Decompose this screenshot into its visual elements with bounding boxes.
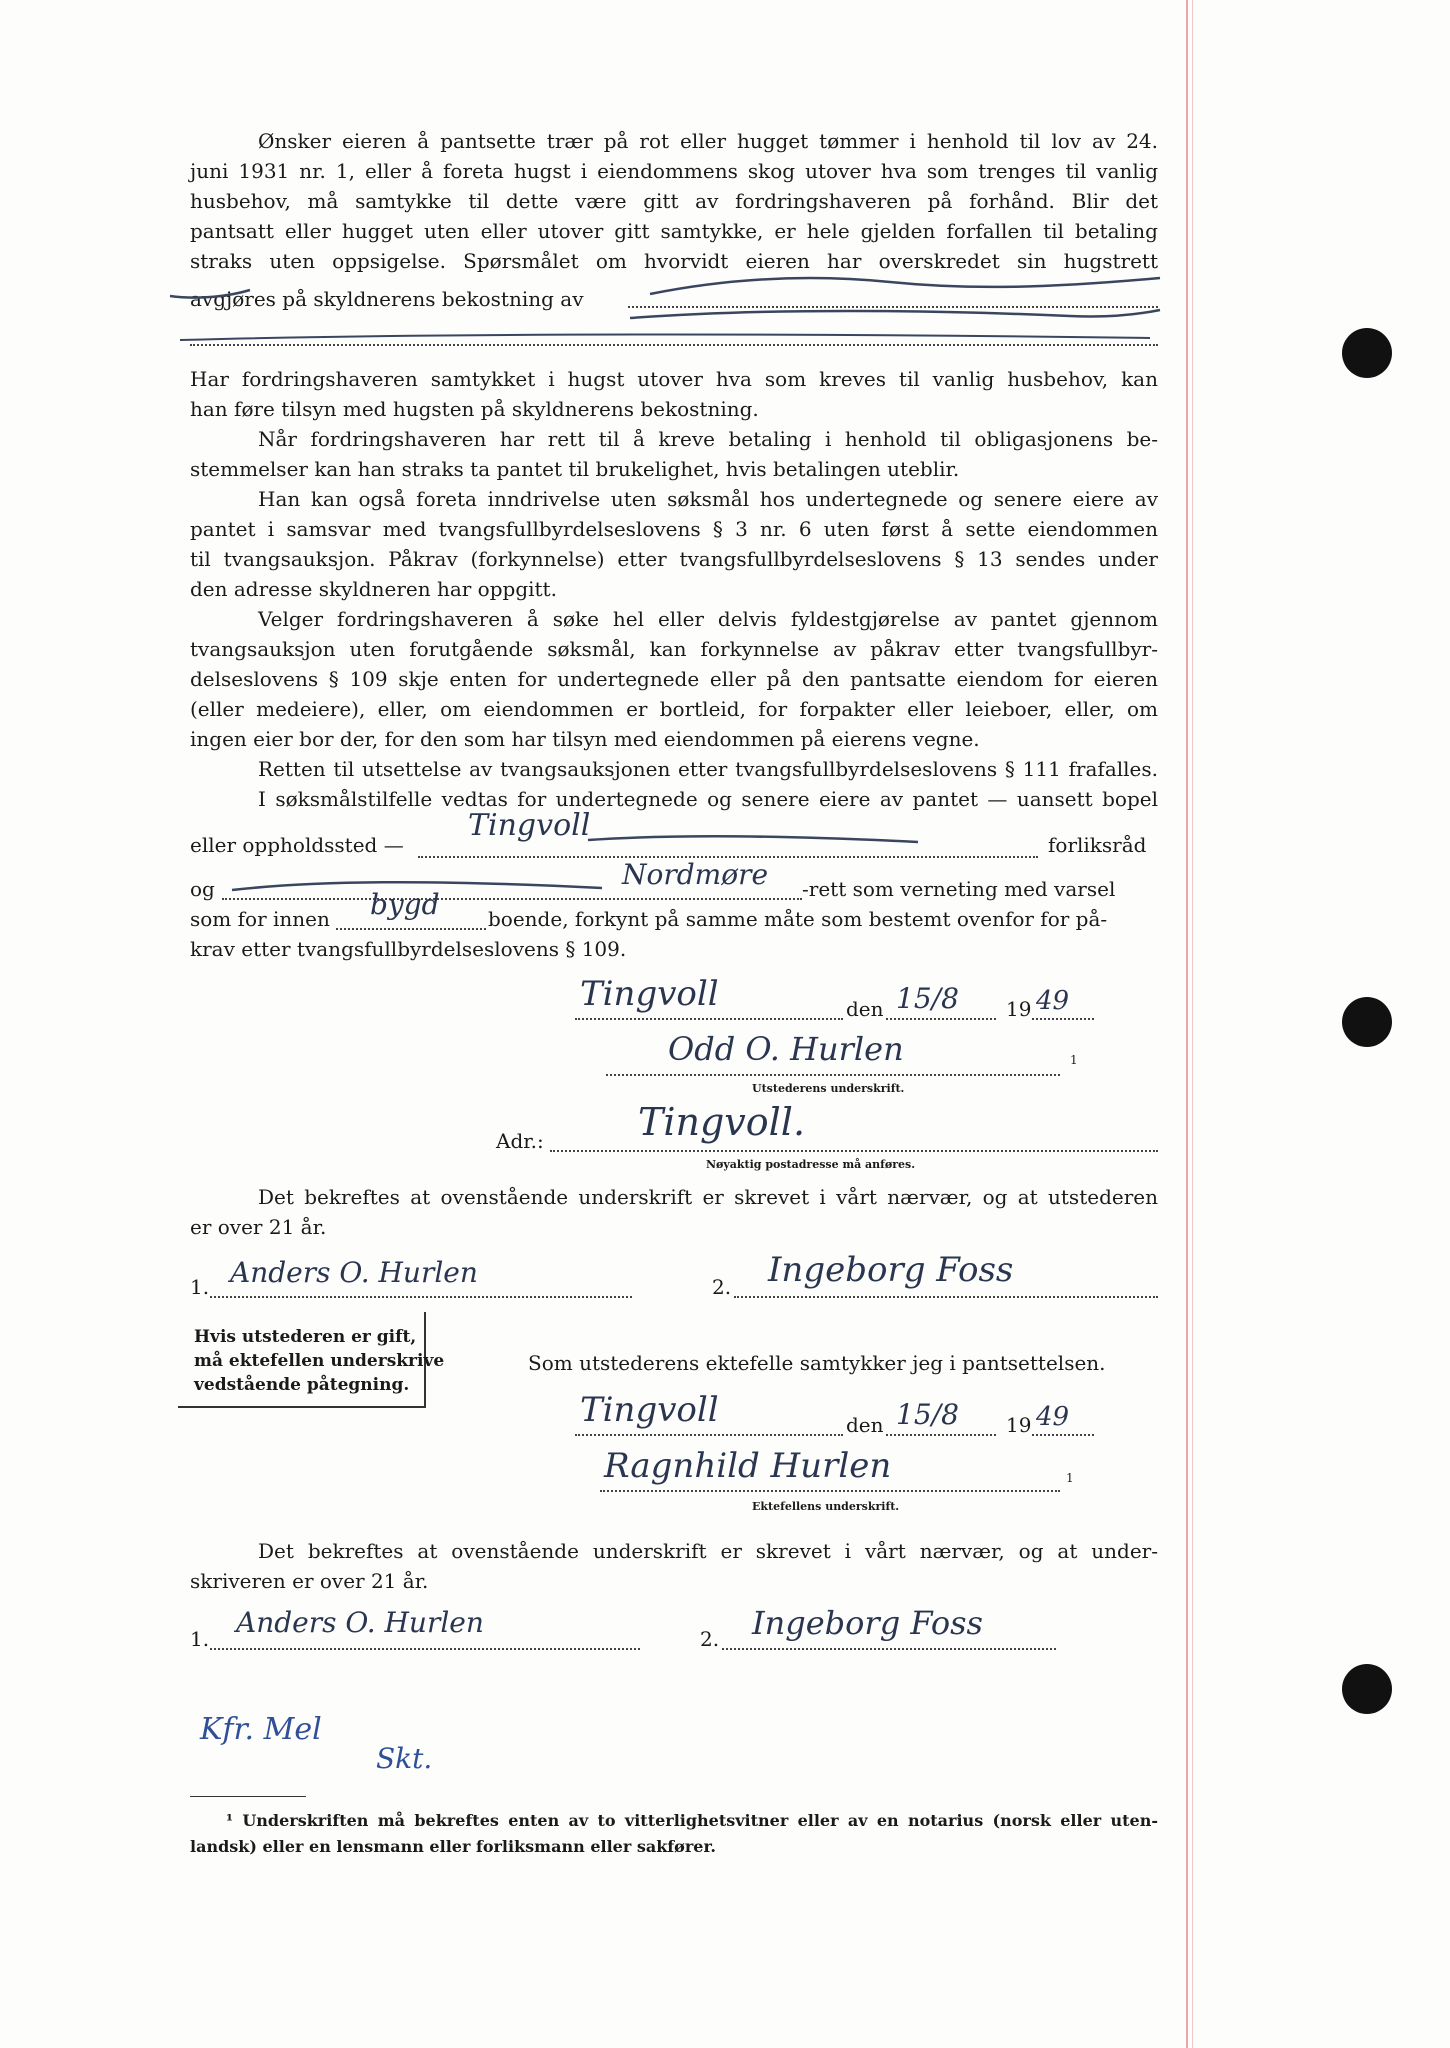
spouse-signature-handwritten: Ragnhild Hurlen [604, 1446, 892, 1486]
venue-crossout-1 [418, 812, 1038, 852]
body-line-4: stemmelser kan han straks ta pantet til brukelighet, hvis betalingen uteblir. [190, 457, 960, 481]
spouse-sig-caption: Ektefellens underskrift. [752, 1500, 900, 1513]
date-handwritten-2: 15/8 [896, 1398, 959, 1431]
witness-text-2-line-2: skriveren er over 21 år. [190, 1569, 429, 1593]
witness-text-2-line-1: Det bekreftes at ovenstående underskrift er skrevet i vårt nærvær, og at under- [258, 1539, 1158, 1563]
spouse-consent-text: Som utstederens ektefelle samtykker jeg i pantsettelsen. [528, 1351, 1106, 1375]
venue-place-handwritten: Tingvoll [468, 808, 591, 843]
punch-hole-1 [1342, 328, 1392, 378]
witness-4-number: 2. [700, 1627, 720, 1651]
witness-1-dotted [210, 1296, 632, 1298]
witness-4-handwritten: Ingeborg Foss [752, 1604, 983, 1642]
body-line-2: han føre tilsyn med hugsten på skyldnerens bekostning. [190, 397, 759, 421]
footnote-line-1: ¹ Underskriften må bekreftes enten av to vitterlighetsvitner eller av en notarius (norsk eller uten- [226, 1811, 1158, 1830]
address-caption: Nøyaktig postadresse må anføres. [706, 1158, 916, 1171]
witness-3-dotted [210, 1648, 640, 1650]
den-label-1: den [846, 997, 884, 1021]
spouse-sig-footnote-mark: 1 [1066, 1471, 1074, 1485]
spouse-sig-dotted [600, 1490, 1060, 1492]
witness-3-number: 1. [190, 1627, 210, 1651]
witness-4-dotted [722, 1648, 1056, 1650]
venue-line2-post: -rett som verneting med varsel [802, 877, 1116, 901]
witness-2-handwritten: Ingeborg Foss [768, 1250, 1014, 1290]
box-line-3: vedstående påtegning. [194, 1375, 410, 1395]
blue-note-line-1: Kfr. Mel [200, 1712, 322, 1747]
punch-hole-2 [1342, 997, 1392, 1047]
body-line-5: Han kan også foreta inndrivelse uten søksmål hos undertegnede og senere eiere av [258, 487, 1158, 511]
body-line-15: I søksmålstilfelle vedtas for undertegnede og senere eiere av pantet — uansett bopel [258, 787, 1158, 811]
blue-note-line-2: Skt. [376, 1742, 433, 1775]
body-line-1: Har fordringshaveren samtykket i hugst utover hva som kreves til vanlig husbehov, kan [190, 367, 1158, 391]
address-label: Adr.: [496, 1129, 544, 1153]
footnote-line-2: landsk) eller en lensmann eller forliksmann eller sakfører. [190, 1837, 716, 1856]
date-dotted-1 [886, 1018, 996, 1020]
witness-1-handwritten: Anders O. Hurlen [230, 1256, 478, 1289]
issuer-signature-handwritten: Odd O. Hurlen [668, 1030, 904, 1068]
address-handwritten: Tingvoll. [638, 1100, 806, 1144]
para1-line-1: Ønsker eieren å pantsette trær på rot eller hugget tømmer i henhold til lov av 24. [258, 129, 1158, 153]
body-line-11: delseslovens § 109 skje enten for undertegnede eller på den pantsatte eiendom for eieren [190, 667, 1158, 691]
body-line-13: ingen eier bor der, for den som har tilsyn med eiendommen på eierens vegne. [190, 727, 980, 751]
witness-text-1-line-2: er over 21 år. [190, 1215, 327, 1239]
issuer-sig-caption: Utstederens underskrift. [752, 1082, 905, 1095]
red-margin-line [1186, 0, 1188, 2048]
venue-line1-post: forliksråd [1048, 833, 1147, 857]
issuer-sig-dotted [606, 1074, 1060, 1076]
body-line-10: tvangsauksjon uten forutgående søksmål, kan forkynnelse av påkrav etter tvangsfullbyr- [190, 637, 1158, 661]
witness-2-dotted [734, 1296, 1158, 1298]
para1-line-4: pantsatt eller hugget uten eller utover gitt samtykke, er hele gjelden forfallen til betaling [190, 219, 1158, 243]
venue-line2-pre: og [190, 877, 215, 901]
body-line-7: til tvangsauksjon. Påkrav (forkynnelse) etter tvangsfullbyrdelseslovens § 13 sendes under [190, 547, 1158, 571]
body-line-8: den adresse skyldneren har oppgitt. [190, 577, 557, 601]
box-line-1: Hvis utstederen er gift, [194, 1327, 417, 1347]
crossout-strokes [170, 248, 1170, 348]
body-line-3: Når fordringshaveren har rett til å kreve betaling i henhold til obligasjonens be- [258, 427, 1158, 451]
year-dotted-1 [1032, 1018, 1094, 1020]
year-handwritten-2: 49 [1036, 1402, 1070, 1432]
body-line-12: (eller medeiere), eller, om eiendommen er bortleid, for forpakter eller leieboer, eller, om [190, 697, 1158, 721]
place-handwritten-2: Tingvoll [580, 1390, 719, 1430]
date-handwritten-1: 15/8 [896, 982, 959, 1015]
para1-last-line: avgjøres på skyldnerens bekostning av [190, 287, 584, 311]
para1-line-2: juni 1931 nr. 1, eller å foreta hugst i eiendommens skog utover hva som trenges til vanlig [190, 159, 1158, 183]
body-line-14: Retten til utsettelse av tvangsauksjonen etter tvangsfullbyrdelseslovens § 111 frafalles. [258, 757, 1158, 781]
venue-line3-post: boende, forkynt på samme måte som bestemt ovenfor for på- [488, 907, 1108, 931]
red-margin-line-secondary [1192, 0, 1193, 2048]
place-dotted-2 [575, 1434, 843, 1436]
venue-line1-pre: eller oppholdssted — [190, 833, 404, 857]
box-line-2: må ektefellen underskrive [194, 1351, 445, 1371]
witness-2-number: 2. [712, 1275, 732, 1299]
issuer-sig-footnote-mark: 1 [1070, 1053, 1078, 1067]
witness-1-number: 1. [190, 1275, 210, 1299]
footnote-rule [190, 1796, 306, 1797]
venue-line3-pre: som for innen [190, 907, 330, 931]
year-dotted-2 [1032, 1434, 1094, 1436]
den-label-2: den [846, 1413, 884, 1437]
witness-text-1-line-1: Det bekreftes at ovenstående underskrift er skrevet i vårt nærvær, og at utstederen [258, 1185, 1158, 1209]
witness-3-handwritten: Anders O. Hurlen [236, 1606, 484, 1639]
year-handwritten-1: 49 [1036, 986, 1070, 1016]
para1-line-3: husbehov, må samtykke til dette være gitt av fordringshaveren på forhånd. Blir det [190, 189, 1158, 213]
punch-hole-3 [1342, 1664, 1392, 1714]
body-line-9: Velger fordringshaveren å søke hel eller delvis fyldestgjørelse av pantet gjennom [258, 607, 1158, 631]
venue-dotted-3 [336, 928, 486, 930]
date-dotted-2 [886, 1434, 996, 1436]
place-handwritten-1: Tingvoll [580, 974, 719, 1014]
body-line-6: pantet i samsvar med tvangsfullbyrdelseslovens § 3 nr. 6 uten først å sette eiendommen [190, 517, 1158, 541]
venue-bygd-handwritten: bygd [370, 888, 440, 921]
venue-court-handwritten: Nordmøre [622, 858, 769, 891]
address-dotted [550, 1150, 1158, 1152]
year-prefix-2: 19 [1006, 1413, 1032, 1437]
para1-line-5: straks uten oppsigelse. Spørsmålet om hvorvidt eieren har overskredet sin hugstrett [190, 249, 1158, 273]
place-dotted-1 [575, 1018, 843, 1020]
year-prefix-1: 19 [1006, 997, 1032, 1021]
venue-line4: krav etter tvangsfullbyrdelseslovens § 109. [190, 937, 627, 961]
